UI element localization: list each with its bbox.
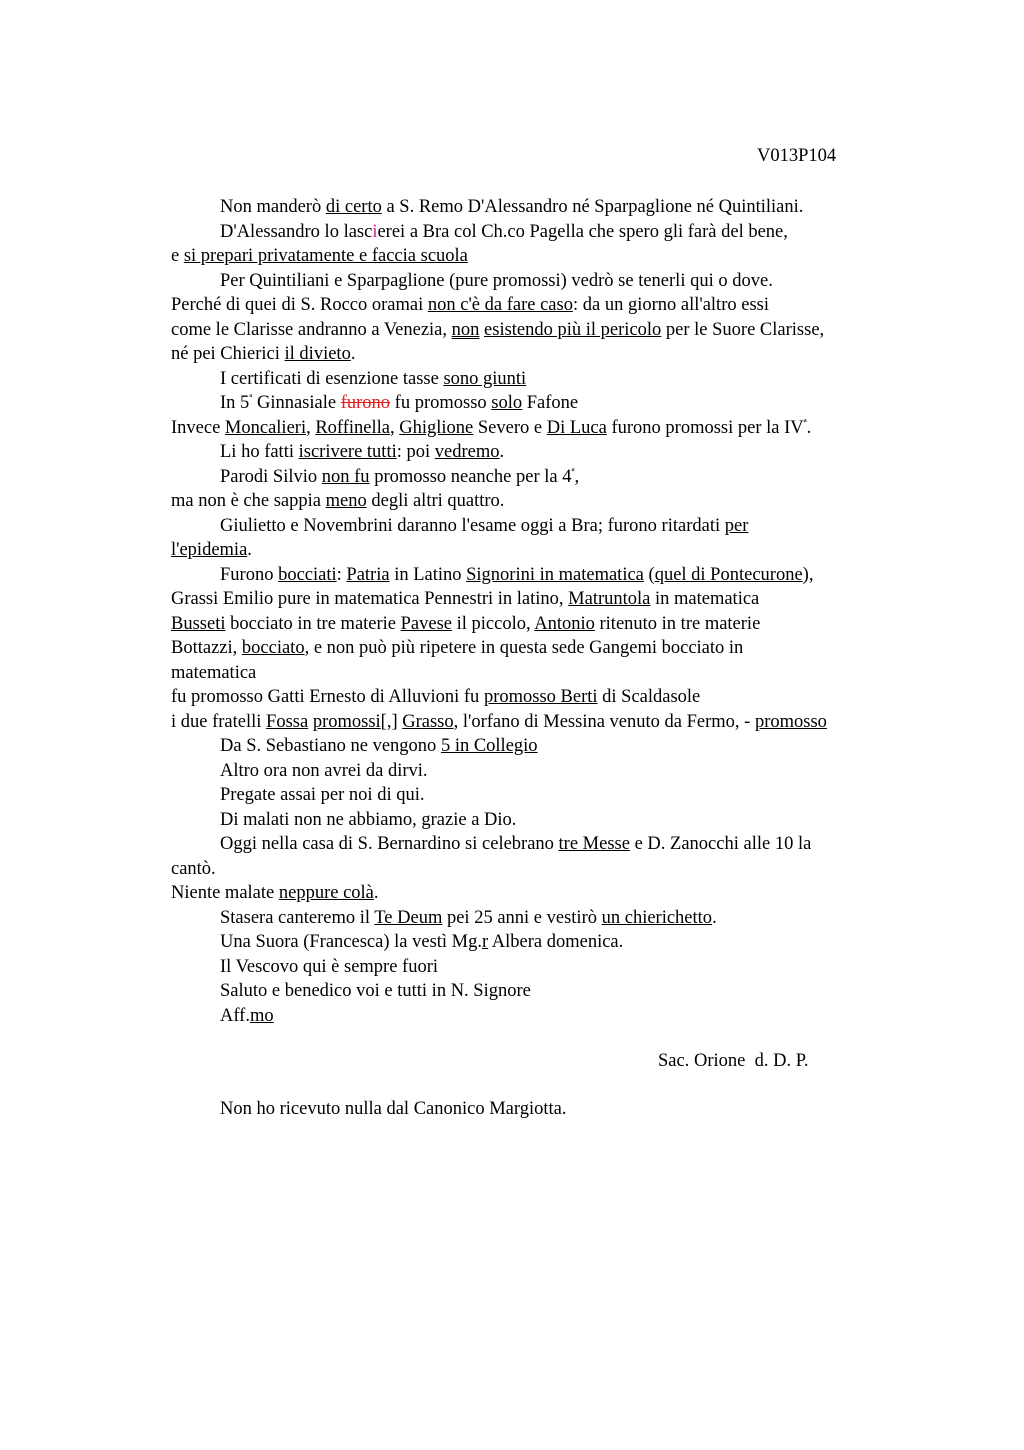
text-segment: Busseti: [171, 613, 226, 634]
text-segment: ª: [803, 416, 807, 429]
text-segment: Ghiglione: [399, 417, 474, 438]
text-segment: Da S. Sebastiano ne vengono: [220, 736, 441, 756]
text-segment: pei 25 anni e vestirò: [442, 907, 602, 928]
letter-line: [171, 489, 916, 514]
text-segment: Perché di quei di S. Rocco oramai: [171, 295, 428, 315]
letter-line: [171, 293, 916, 318]
text-segment: solo: [491, 393, 523, 413]
text-segment: meno: [325, 491, 367, 511]
text-segment: r: [482, 932, 489, 952]
text-segment: promosso neanche per la 4: [369, 466, 572, 487]
letter-line: [171, 318, 916, 343]
text-segment: 5 in Collegio: [440, 736, 538, 756]
letter-line: [171, 587, 916, 612]
text-segment: Parodi Silvio: [220, 466, 322, 487]
text-segment: Patria: [346, 564, 390, 585]
text-segment: Aff.: [220, 1005, 250, 1026]
text-segment: Giulietto e Novembrini daranno l'esame oggi a Bra; furono ritardati: [220, 515, 725, 536]
text-segment: Oggi nella casa di S. Bernardino si celebrano: [220, 834, 559, 854]
text-segment: né pei Chierici: [171, 344, 285, 364]
text-segment: Te Deum: [374, 907, 443, 928]
text-segment: Fossa: [266, 711, 309, 732]
text-segment: Di Luca: [546, 417, 607, 438]
text-segment: non c'è da fare caso: [427, 295, 573, 315]
letter-line: [171, 808, 916, 833]
text-segment: quel di Pontecurone: [654, 564, 803, 585]
letter-body: [171, 195, 916, 1028]
text-segment: Di malati non ne abbiamo, grazie a Dio.: [220, 809, 517, 830]
letter-line: [171, 955, 916, 980]
letter-line: [171, 930, 916, 955]
text-segment: un chierichetto: [601, 907, 713, 928]
text-segment: ª: [249, 391, 253, 404]
text-segment: in matematica: [650, 589, 760, 609]
text-segment: Niente malate: [171, 883, 279, 903]
text-segment: non fu: [321, 466, 370, 487]
text-segment: in Latino: [389, 564, 467, 585]
text-segment: per: [724, 515, 749, 536]
text-segment: i due fratelli: [171, 711, 267, 732]
text-segment: come le Clarisse andranno a Venezia,: [171, 319, 452, 340]
letter-line: [171, 685, 916, 710]
text-segment: esistendo più il pericolo: [484, 319, 662, 340]
text-segment: si prepari privatamente e faccia scuola: [183, 246, 468, 266]
text-segment: l'epidemia: [171, 540, 248, 560]
text-segment: .: [350, 344, 356, 364]
letter-line: [171, 195, 916, 220]
text-segment: fu promosso: [390, 393, 492, 413]
text-segment: il piccolo,: [452, 613, 535, 634]
text-segment: di Scaldasole: [597, 687, 701, 707]
letter-line: [171, 514, 916, 539]
text-segment: e: [171, 246, 184, 266]
text-segment: .: [499, 442, 505, 462]
text-segment: mo: [249, 1005, 274, 1026]
text-segment: tre Messe: [558, 834, 630, 854]
text-segment: Furono: [220, 564, 279, 585]
text-segment: Pavese: [400, 613, 453, 634]
text-segment: Per Quintiliani e Sparpaglione (pure promossi) vedrò se tenerli qui o dove.: [220, 270, 773, 291]
text-segment: a S. Remo D'Alessandro né Sparpaglione né Quintiliani.: [381, 197, 804, 217]
text-segment: Saluto e benedico voi e tutti in N. Signore: [220, 981, 531, 1001]
text-segment: fu promosso Gatti Ernesto di Alluvioni fu: [171, 687, 484, 707]
letter-line: [171, 734, 916, 759]
text-segment: Grasso: [402, 711, 454, 732]
text-segment: In 5: [220, 393, 250, 413]
text-segment: :: [336, 564, 347, 585]
text-segment: Una Suora (Francesca) la vestì Mg.: [220, 932, 482, 952]
text-segment: ,: [574, 466, 580, 487]
letter-line: [171, 881, 916, 906]
text-segment: erei a Bra col Ch.co Pagella che spero gli farà del bene,: [377, 221, 788, 242]
text-segment: Antonio: [534, 613, 595, 634]
text-segment: ,: [390, 417, 400, 438]
text-segment: sono giunti: [443, 368, 527, 389]
text-segment: , e non può più ripetere in questa sede Gangemi bocciato in: [304, 638, 744, 658]
text-segment: furono: [340, 393, 391, 413]
letter-line: [171, 465, 916, 490]
text-segment: bocciati: [278, 564, 337, 585]
text-segment: I certificati di esenzione tasse: [220, 368, 444, 389]
text-segment: Non manderò: [220, 197, 326, 217]
text-segment: Stasera canteremo il: [220, 907, 375, 928]
text-segment: neppure colà: [278, 883, 374, 903]
text-segment: : poi: [396, 442, 435, 462]
letter-line: [171, 636, 916, 661]
document-reference: V013P104: [757, 146, 837, 166]
letter-line: [171, 220, 916, 245]
text-segment: Altro ora non avrei da dirvi.: [220, 760, 428, 781]
text-segment: ma non è che sappia: [171, 491, 326, 511]
text-segment: [,]: [380, 711, 398, 732]
letter-line: [171, 832, 916, 857]
letter-line: [171, 710, 916, 735]
text-segment: .: [712, 907, 717, 928]
letter-line: [171, 440, 916, 465]
text-segment: iscrivere tutti: [298, 442, 397, 462]
text-segment: ,: [306, 417, 316, 438]
letter-line: [171, 759, 916, 784]
text-segment: promosso: [754, 711, 827, 732]
letter-line: [171, 269, 916, 294]
text-segment: Severo e: [473, 417, 547, 438]
letter-line: [171, 244, 916, 269]
signature: Sac. Orione d. D. P.: [658, 1051, 809, 1071]
text-segment: non: [451, 319, 480, 340]
text-segment: : da un giorno all'altro essi: [572, 295, 769, 315]
text-segment: Signorini in matematica: [466, 564, 644, 585]
letter-line: [171, 661, 916, 686]
letter-line: [171, 1004, 916, 1029]
text-segment: (: [643, 564, 655, 585]
text-segment: bocciato in tre materie: [225, 613, 401, 634]
text-segment: degli altri quattro.: [366, 491, 505, 511]
postscript: Non ho ricevuto nulla dal Canonico Margiotta.: [220, 1099, 567, 1119]
text-segment: ritenuto in tre materie: [594, 613, 761, 634]
text-segment: Li ho fatti: [220, 442, 299, 462]
text-segment: Il Vescovo qui è sempre fuori: [220, 956, 439, 977]
text-segment: Invece: [171, 417, 225, 438]
letter-line: [171, 342, 916, 367]
letter-line: [171, 367, 916, 392]
text-segment: vedremo: [434, 442, 500, 462]
letter-line: [171, 538, 916, 563]
letter-line: [171, 416, 916, 441]
text-segment: Matruntola: [568, 589, 651, 609]
text-segment: matematica: [171, 662, 257, 683]
text-segment: ),: [802, 564, 814, 585]
text-segment: di certo: [325, 197, 382, 217]
letter-line: [171, 906, 916, 931]
text-segment: Pregate assai per noi di qui.: [220, 785, 425, 805]
text-segment: furono promossi per la IV: [606, 417, 804, 438]
text-segment: cantò.: [171, 858, 216, 879]
text-segment: Moncalieri: [224, 417, 307, 438]
letter-line: [171, 857, 916, 882]
text-segment: Roffinella: [315, 417, 391, 438]
letter-line: [171, 563, 916, 588]
text-segment: , l'orfano di Messina venuto da Fermo, -: [453, 711, 755, 732]
text-segment: il divieto: [284, 344, 351, 364]
letter-line: [171, 979, 916, 1004]
text-segment: .: [247, 540, 252, 560]
text-segment: Grassi Emilio pure in matematica Pennestri in latino,: [171, 589, 569, 609]
text-segment: .: [806, 417, 812, 438]
text-segment: .: [373, 883, 379, 903]
text-segment: bocciato: [241, 638, 305, 658]
text-segment: e D. Zanocchi alle 10 la: [629, 834, 812, 854]
text-segment: per le Suore Clarisse,: [661, 319, 825, 340]
text-segment: Albera domenica.: [488, 932, 624, 952]
text-segment: Fafone: [522, 393, 579, 413]
text-segment: D'Alessandro lo lasc: [220, 221, 373, 242]
text-segment: Ginnasiale: [252, 393, 341, 413]
letter-line: [171, 391, 916, 416]
text-segment: promossi: [312, 711, 381, 732]
text-segment: ª: [571, 465, 575, 478]
text-segment: i: [372, 221, 378, 242]
text-segment: Bottazzi,: [171, 638, 242, 658]
text-segment: promosso Berti: [483, 687, 598, 707]
letter-line: [171, 612, 916, 637]
letter-line: [171, 783, 916, 808]
